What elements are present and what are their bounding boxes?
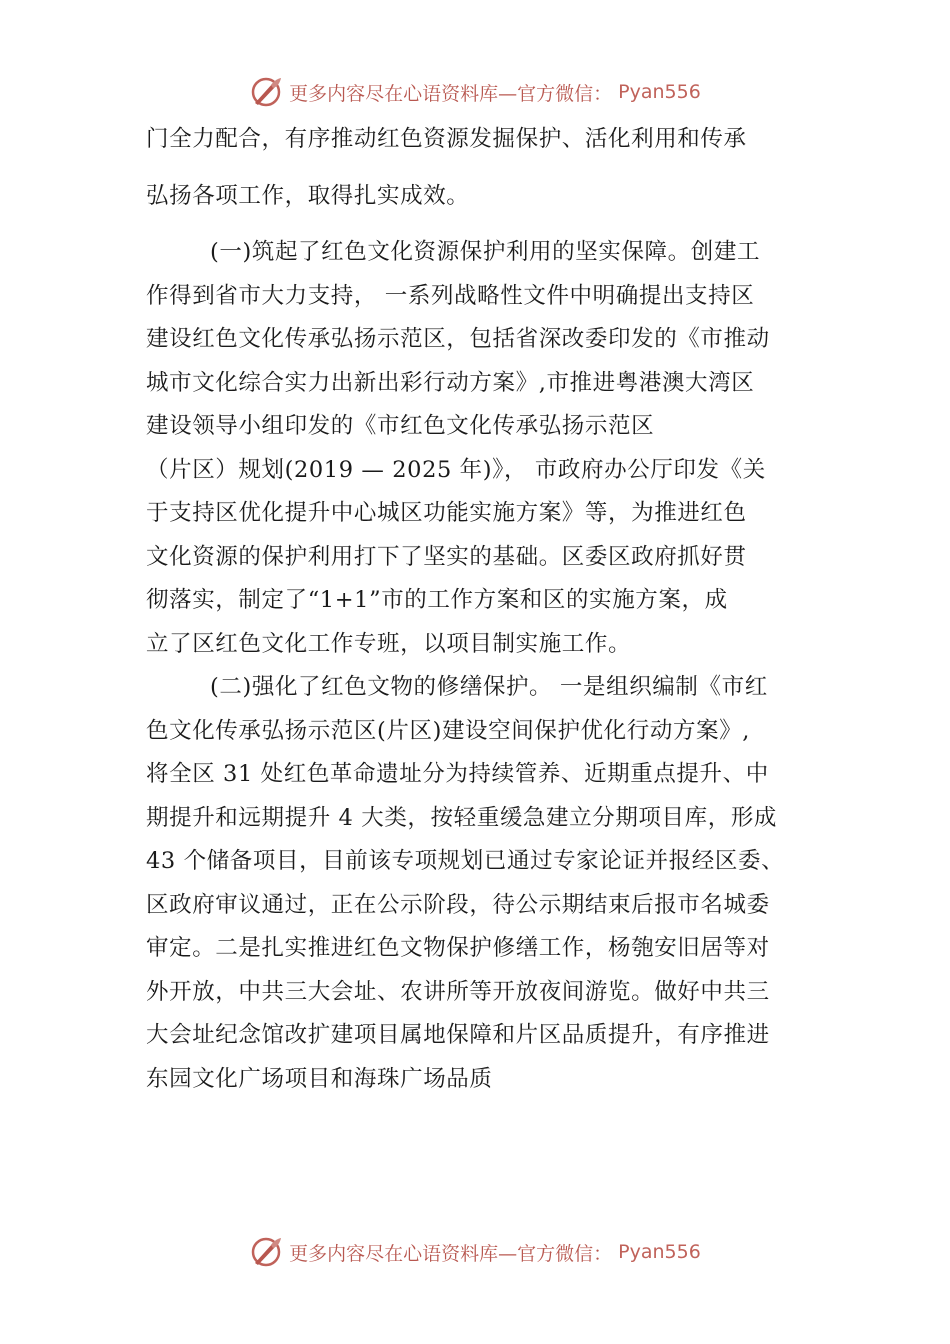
watermark-wechat-id: Pyan556	[618, 1241, 701, 1263]
paragraph-heading-1: (一)筑起了红色文化资源保护利用的坚实保障。创建工	[210, 239, 761, 265]
watermark-text: 更多内容尽在心语资料库—官方微信：	[289, 82, 613, 105]
text-line: 弘扬各项工作，取得扎实成效。	[146, 182, 470, 209]
text-line: 外开放，中共三大会址、农讲所等开放夜间游览。做好中共三	[146, 978, 770, 1005]
watermark-text: 更多内容尽在心语资料库—官方微信：	[289, 1242, 613, 1265]
text-line: 建设领导小组印发的《市红色文化传承弘扬示范区	[146, 413, 655, 439]
text-line: 文化资源的保护利用打下了坚实的基础。区委区政府抓好贯	[146, 543, 747, 570]
text-line: 东园文化广场项目和海珠广场品质	[146, 1065, 493, 1092]
text-line: 区政府审议通过，正在公示阶段，待公示期结束后报市名城委	[146, 891, 770, 918]
text-line: （片区）规划(2019 — 2025 年)》， 市政府办公厅印发《关	[146, 456, 766, 483]
text-line: 建设红色文化传承弘扬示范区，包括省深改委印发的《市推动	[146, 326, 770, 352]
quill-pen-logo-icon	[249, 75, 283, 109]
text-line: 43 个储备项目，目前该专项规划已通过专家论证并报经区委、	[146, 848, 785, 874]
watermark-wechat-id: Pyan556	[618, 81, 701, 103]
text-line: 色文化传承弘扬示范区(片区)建设空间保护优化行动方案》,	[146, 717, 751, 744]
text-line: 于支持区优化提升中心城区功能实施方案》等，为推进红色	[146, 500, 747, 526]
text-line: 城市文化综合实力出新出彩行动方案》,市推进粤港澳大湾区	[146, 369, 755, 396]
text-line: 审定。二是扎实推进红色文物保护修缮工作，杨匏安旧居等对	[146, 935, 770, 961]
paragraph-heading-2: (二)强化了红色文物的修缮保护。 一是组织编制《市红	[210, 674, 768, 700]
text-line: 彻落实，制定了“1+1”市的工作方案和区的实施方案，成	[146, 587, 728, 613]
text-line: 门全力配合，有序推动红色资源发掘保护、活化利用和传承	[146, 126, 747, 152]
text-line: 立了区红色文化工作专班，以项目制实施工作。	[146, 630, 632, 657]
text-line: 将全区 31 处红色革命遗址分为持续管养、近期重点提升、中	[146, 761, 769, 787]
text-line: 大会址纪念馆改扩建项目属地保障和片区品质提升，有序推进	[146, 1022, 770, 1048]
document-body	[146, 118, 826, 1101]
text-line: 期提升和远期提升 4 大类，按轻重缓急建立分期项目库，形成	[146, 804, 778, 831]
watermark-banner-top	[0, 72, 950, 112]
watermark-banner-bottom	[0, 1232, 950, 1272]
text-line: 作得到省市大力支持， 一系列战略性文件中明确提出支持区	[146, 282, 755, 309]
quill-pen-logo-icon	[249, 1235, 283, 1269]
